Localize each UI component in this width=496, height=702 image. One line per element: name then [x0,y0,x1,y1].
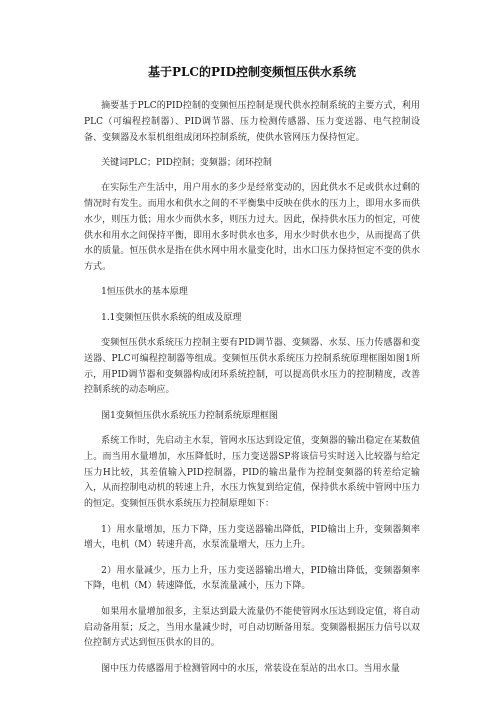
sensor-paragraph: 图中压力传感器用于检测管网中的水压，常装设在泵站的出水口。当用水量 [101,663,400,674]
section-heading-1-1: 1.1变频恒压供水系统的组成及原理 [101,312,242,323]
paper-title: 基于PLC的PID控制变频恒压供水系统 [147,65,357,79]
intro-paragraph: 在实际生产生活中，用户用水的多少是经常变动的，因此供水不足或供水过剩的情况时有发生。而用水和供水之间的不平衡集中反映在供水的压力上，即用水多而供水少，则压力低；用水少而供水多，则压力过大。因此，保持供水压力的恒定，可使供水和用水之间保持平衡，即用水多时供水也多，用水少时供水也少，从而提高了供水的质量。恒压供水是指在供水网中用水量变化时，出水口压力保持恒定不变的供水方式。 [84,183,420,273]
figure-caption: 图1变频恒压供水系统压力控制系统原理框图 [101,410,278,421]
standby-pump-paragraph: 如果用水量增加很多，主泵达到最大流量仍不能使管网水压达到设定值，将自动启动备用泵；反之，当用水量减少时，可自动切断备用泵。变频器根据压力信号以双位控制方式达到恒压供水的目的。 [84,606,420,649]
list-item-1: 1）用水量增加，压力下降，压力变送器输出降低，PID输出上升，变频器频率增大，电机（M）转速升高，水泵流量增大，压力上升。 [84,524,420,551]
keywords-line: 关键词PLC；PID控制；变频器；闭环控制 [101,157,272,168]
list-item-2: 2）用水量减少，压力上升，压力变送器输出增大，PID输出降低，变频器频率下降，电机（M）转速降低，水泵流量减小，压力下降。 [84,565,420,592]
section-heading-1: 1恒压供水的基本原理 [101,287,188,298]
working-principle-paragraph: 系统工作时，先启动主水泵，管网水压达到设定值，变频器的输出稳定在某数值上。而当用水量增加，水压降低时，压力变送器SP将该信号实时送入比较器与给定压力H比较，其差值输入PID控制器，PID的输出量作为控制变频器的转差给定输入，从而控制电动机的转速上升，水压力恢复到给定值，保持供水系统中管网中压力的恒定。变频恒压供水系统压力控制原理如下： [84,436,420,510]
components-paragraph: 变频恒压供水系统压力控制主要有PID调节器、变频器、水泵、压力传感器和变送器、PLC可编程控制器等组成。变频恒压供水系统压力控制系统原理框图如图1所示，用PID调节器和变频器构成闭环系统控制，可以提高供水压力的控制精度，改善控制系统的动态响应。 [84,338,420,396]
abstract-paragraph: 摘要基于PLC的PID控制的变频恒压控制是现代供水控制系统的主要方式，利用PLC（可编程控制器）、PID调节器、压力检测传感器、压力变送器、电气控制设备、变频器及水泵机组组成闭环控制系统，使供水管网压力保持恒定。 [84,101,420,143]
